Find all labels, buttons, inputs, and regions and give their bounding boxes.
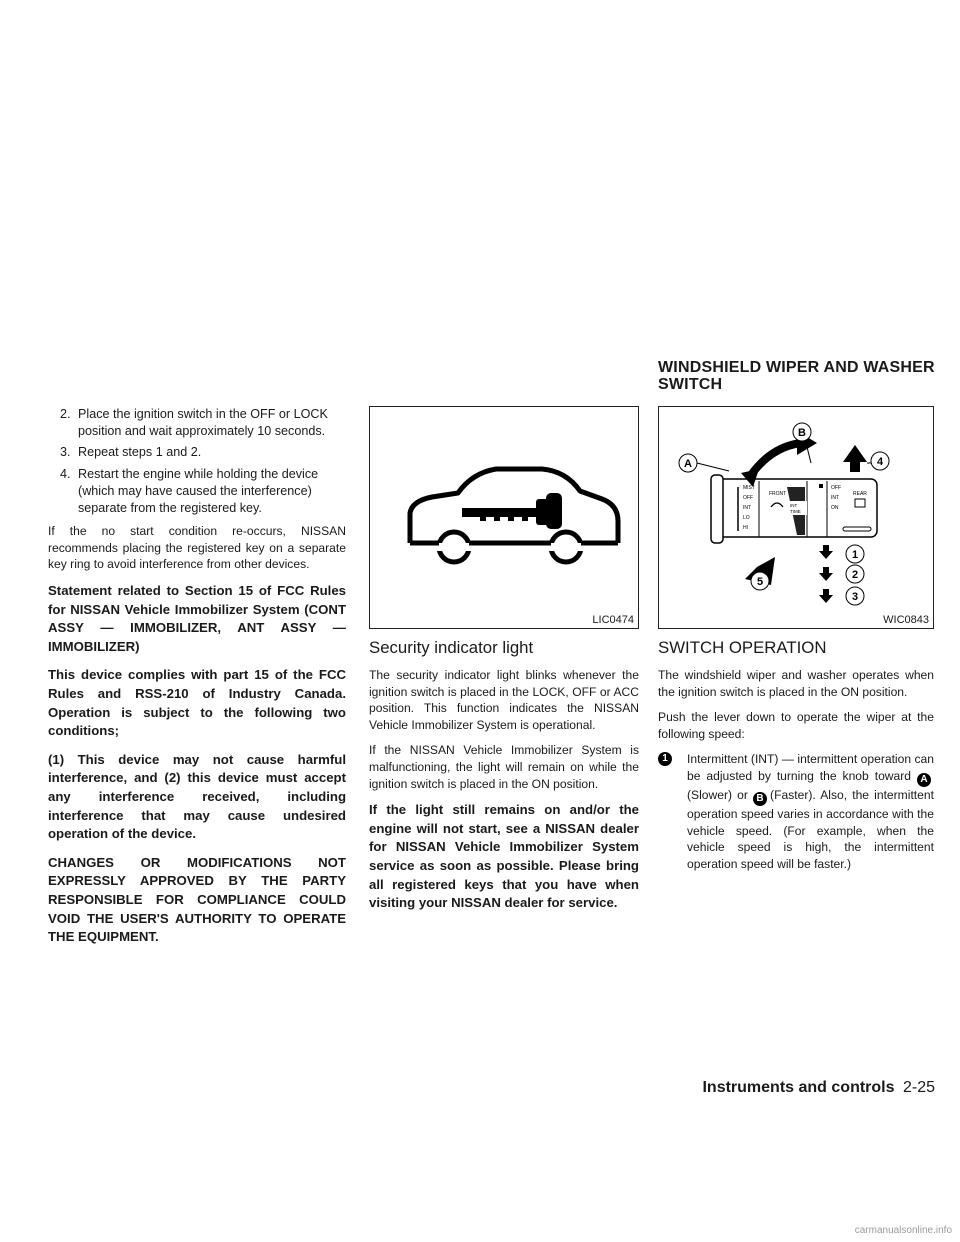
lever-label-hi: HI <box>743 525 748 531</box>
security-indicator-heading: Security indicator light <box>369 638 534 657</box>
label-2: 2 <box>851 569 859 581</box>
security-indicator-figure <box>369 406 639 629</box>
item-text: (Faster). Also, the intermittent operation speed varies in accordance with the vehicle speed. (For example, when the vehicle speed is high, the intermittent operation speed will be faster.) <box>687 787 934 871</box>
list-item <box>658 751 934 872</box>
lever-label-mist: MIST <box>743 485 755 491</box>
rear-label-int: INT <box>831 495 840 501</box>
item-text: Intermittent (INT) — intermittent operation can be adjusted by turning the knob toward <box>687 752 934 783</box>
column-1 <box>48 406 346 957</box>
switch-operation-text-2: Push the lever down to operate the wiper at the following speed: <box>658 710 934 741</box>
int-time-label-2: TIME <box>790 509 801 514</box>
rear-label-on: ON <box>831 505 839 511</box>
label-A: A <box>684 458 692 470</box>
int-time-label-1: INT <box>790 503 798 508</box>
list-item <box>48 406 346 440</box>
list-item <box>48 444 346 461</box>
fcc-compliance-text: This device complies with part 15 of the FCC Rules and RSS-210 of Industry Canada. Operation is subject to the following two conditions; <box>48 667 346 739</box>
rear-label-off: OFF <box>831 485 841 491</box>
figure-code: LIC0474 <box>592 614 634 626</box>
fcc-conditions-text: (1) This device may not cause harmful interference, and (2) this device must accept any interference received, including interference that may cause undesired operation of the device. <box>48 751 346 842</box>
step-text: Repeat steps 1 and 2. <box>78 445 202 460</box>
step-number: 2. <box>60 407 71 421</box>
lever-label-lo: LO <box>743 515 750 521</box>
lever-label-int: INT <box>743 505 752 511</box>
marker-B-icon: B <box>753 792 767 806</box>
marker-A-icon: A <box>917 773 931 787</box>
lever-label-off: OFF <box>743 495 753 501</box>
step-text: Restart the engine while holding the device (which may have caused the interference) separate from the registered key. <box>78 466 319 516</box>
switch-operation-heading: SWITCH OPERATION <box>658 638 827 657</box>
security-indicator-warning: If the light still remains on and/or the engine will not start, see a NISSAN dealer for NISSAN Vehicle Immobilizer System service as soon as possible. Please bring all registered keys that you have when visiting your NISSAN dealer for service. <box>369 802 639 911</box>
step-number: 3. <box>60 445 71 460</box>
label-3: 3 <box>851 591 859 603</box>
figure-code: WIC0843 <box>883 614 929 626</box>
marker-1-icon: 1 <box>658 752 672 766</box>
rear-label: REAR <box>853 491 867 497</box>
wiper-switch-figure <box>658 406 934 629</box>
steps-list <box>48 406 346 517</box>
step-number: 4. <box>60 466 71 481</box>
footer-section: Instruments and controls <box>702 1079 895 1096</box>
security-indicator-text-1: The security indicator light blinks whenever the ignition switch is placed in the LOCK, OFF or ACC position. This function indicates the NISSAN Vehicle Immobilizer System is operational. <box>369 668 639 732</box>
security-indicator-text-2: If the NISSAN Vehicle Immobilizer System is malfunctioning, the light will remain on while the ignition switch is placed in the ON position. <box>369 743 639 791</box>
item-text: (Slower) or <box>687 787 748 802</box>
no-start-note: If the no start condition re-occurs, NISSAN recommends placing the registered key on a separate key ring to avoid interference from other devices. <box>48 524 346 572</box>
column-2 <box>369 406 639 923</box>
label-1: 1 <box>851 549 859 561</box>
watermark: carmanualsonline.info <box>854 1225 952 1236</box>
car-key-icon <box>370 407 638 628</box>
list-item <box>48 466 346 518</box>
column-3 <box>658 406 934 872</box>
switch-operation-text-1: The windshield wiper and washer operates when the ignition switch is placed in the ON position. <box>658 668 934 699</box>
label-B: B <box>798 427 806 439</box>
wiper-switch-diagram <box>659 407 933 628</box>
page-footer <box>702 1078 935 1098</box>
label-4: 4 <box>876 456 884 468</box>
fcc-warning-text: CHANGES OR MODIFICATIONS NOT EXPRESSLY APPROVED BY THE PARTY RESPONSIBLE FOR COMPLIANCE COULD VOID THE USER'S AUTHORITY TO OPERATE THE EQUIPMENT. <box>48 854 346 945</box>
page-number: 2-25 <box>902 1079 935 1096</box>
front-label: FRONT <box>769 491 787 497</box>
step-text: Place the ignition switch in the OFF or LOCK position and wait approximately 10 seconds. <box>78 407 328 439</box>
section-heading: WINDSHIELD WIPER AND WASHER SWITCH <box>658 359 935 393</box>
label-5: 5 <box>756 576 764 588</box>
fcc-statement-heading: Statement related to Section 15 of FCC Rules for NISSAN Vehicle Immobilizer System (CONT ASSY — IMMOBILIZER, ANT ASSY — IMMOBILIZER) <box>48 583 346 654</box>
